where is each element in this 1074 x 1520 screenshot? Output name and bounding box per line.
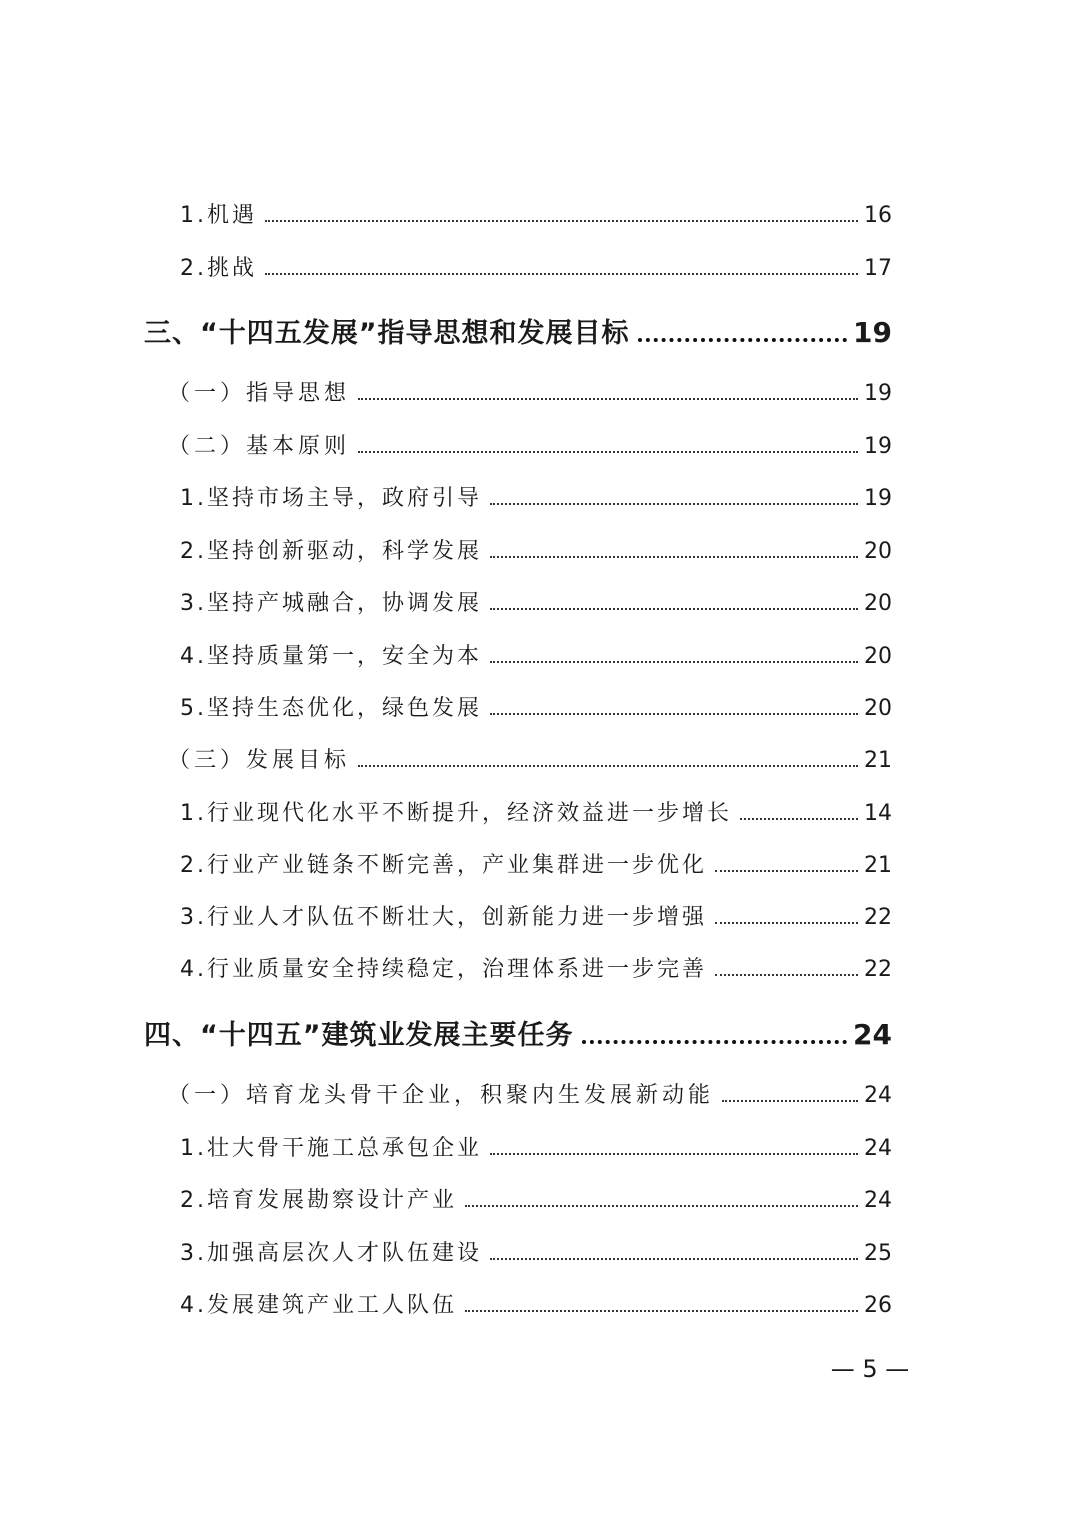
- toc-entry-item[interactable]: [180, 900, 892, 931]
- toc-entry-label: 2.培育发展勘察设计产业: [180, 1188, 457, 1213]
- toc-entry-page: 20: [864, 539, 892, 564]
- toc-entry-page: 24: [864, 1188, 892, 1213]
- toc-entry-section[interactable]: [168, 743, 892, 774]
- toc-entry-page: 24: [864, 1136, 892, 1161]
- toc-entry-page: 22: [864, 905, 892, 930]
- toc-entry-item[interactable]: [180, 1131, 892, 1162]
- toc-entry-page: 16: [864, 203, 892, 228]
- toc-entry-label: 5.坚持生态优化，绿色发展: [180, 696, 482, 721]
- toc-entry-label: 2.坚持创新驱动，科学发展: [180, 539, 482, 564]
- dot-leader: [740, 818, 858, 820]
- toc-entry-label: 4.行业质量安全持续稳定，治理体系进一步完善: [180, 957, 707, 982]
- toc-entry-page: 21: [864, 853, 892, 878]
- toc-entry-page: 20: [864, 696, 892, 721]
- dot-leader: [722, 1100, 858, 1102]
- toc-entry-chapter[interactable]: [144, 311, 892, 350]
- toc-entry-item[interactable]: [180, 251, 892, 282]
- toc-entry-item[interactable]: [180, 534, 892, 565]
- dot-leader: [490, 608, 858, 610]
- dot-leader: [265, 273, 858, 275]
- toc-entry-label: 2.行业产业链条不断完善，产业集群进一步优化: [180, 853, 707, 878]
- toc-entry-item[interactable]: [180, 198, 892, 229]
- dot-leader: [265, 220, 858, 222]
- toc-entry-section[interactable]: [168, 376, 892, 407]
- toc-entry-item[interactable]: [180, 952, 892, 983]
- dot-leader: [490, 556, 858, 558]
- dot-leader: [715, 974, 858, 976]
- toc-entry-page: 21: [864, 748, 892, 773]
- dot-leader: [465, 1205, 858, 1207]
- dot-leader: [490, 661, 858, 663]
- toc-entry-label: 2.挑战: [180, 256, 257, 281]
- toc-entry-page: 24: [864, 1083, 892, 1108]
- toc-entry-item[interactable]: [180, 691, 892, 722]
- toc-entry-label: （三）发展目标: [168, 748, 351, 773]
- toc-entry-item[interactable]: [180, 848, 892, 879]
- toc-entry-label: （一）指导思想: [168, 381, 351, 406]
- dot-leader: [358, 451, 858, 453]
- dot-leader: [490, 713, 858, 715]
- toc-entry-item[interactable]: [180, 1183, 892, 1214]
- dot-leader: [638, 338, 848, 342]
- toc-entry-page: 19: [864, 434, 892, 459]
- dot-leader: [465, 1310, 858, 1312]
- dot-leader: [715, 922, 858, 924]
- toc-entry-section[interactable]: [168, 429, 892, 460]
- toc-entry-item[interactable]: [180, 796, 892, 827]
- toc-entry-item[interactable]: [180, 1288, 892, 1319]
- toc-entry-label: （一）培育龙头骨干企业，积聚内生发展新动能: [168, 1083, 715, 1108]
- toc-entry-page: 20: [864, 591, 892, 616]
- toc-entry-label: 1.坚持市场主导，政府引导: [180, 486, 482, 511]
- toc-entry-label: 1.壮大骨干施工总承包企业: [180, 1136, 482, 1161]
- toc-entry-page: 22: [864, 957, 892, 982]
- dot-leader: [715, 870, 858, 872]
- toc-entry-label: 4.发展建筑产业工人队伍: [180, 1293, 457, 1318]
- toc-entry-page: 19: [864, 381, 892, 406]
- toc-entry-page: 26: [864, 1293, 892, 1318]
- toc-entry-item[interactable]: [180, 481, 892, 512]
- dot-leader: [358, 398, 858, 400]
- toc-entry-page: 20: [864, 644, 892, 669]
- toc-entry-item[interactable]: [180, 1236, 892, 1267]
- toc-entry-page: 24: [853, 1018, 892, 1051]
- dot-leader: [490, 1258, 858, 1260]
- dot-leader: [582, 1040, 848, 1044]
- toc-entry-label: 四、“十四五”建筑业发展主要任务: [144, 1020, 574, 1051]
- toc-entry-chapter[interactable]: [144, 1013, 892, 1052]
- toc-entry-label: 1.机遇: [180, 203, 257, 228]
- toc-entry-item[interactable]: [180, 639, 892, 670]
- toc-entry-label: 3.坚持产城融合，协调发展: [180, 591, 482, 616]
- toc-entry-label: （二）基本原则: [168, 434, 351, 459]
- page-number: — 5 —: [830, 1355, 910, 1383]
- toc-entry-label: 4.坚持质量第一，安全为本: [180, 644, 482, 669]
- toc-entry-page: 25: [864, 1241, 892, 1266]
- dot-leader: [358, 765, 858, 767]
- toc-entry-page: 19: [864, 486, 892, 511]
- toc-entry-label: 3.加强高层次人才队伍建设: [180, 1241, 482, 1266]
- dot-leader: [490, 503, 858, 505]
- toc-entry-page: 17: [864, 256, 892, 281]
- toc-entry-label: 1.行业现代化水平不断提升，经济效益进一步增长: [180, 801, 732, 826]
- toc-entry-section[interactable]: [168, 1078, 892, 1109]
- toc-entry-item[interactable]: [180, 586, 892, 617]
- toc-entry-label: 三、“十四五发展”指导思想和发展目标: [144, 318, 630, 349]
- toc-entry-label: 3.行业人才队伍不断壮大，创新能力进一步增强: [180, 905, 707, 930]
- toc-entry-page: 19: [853, 316, 892, 349]
- dot-leader: [490, 1153, 858, 1155]
- toc-entry-page: 14: [864, 801, 892, 826]
